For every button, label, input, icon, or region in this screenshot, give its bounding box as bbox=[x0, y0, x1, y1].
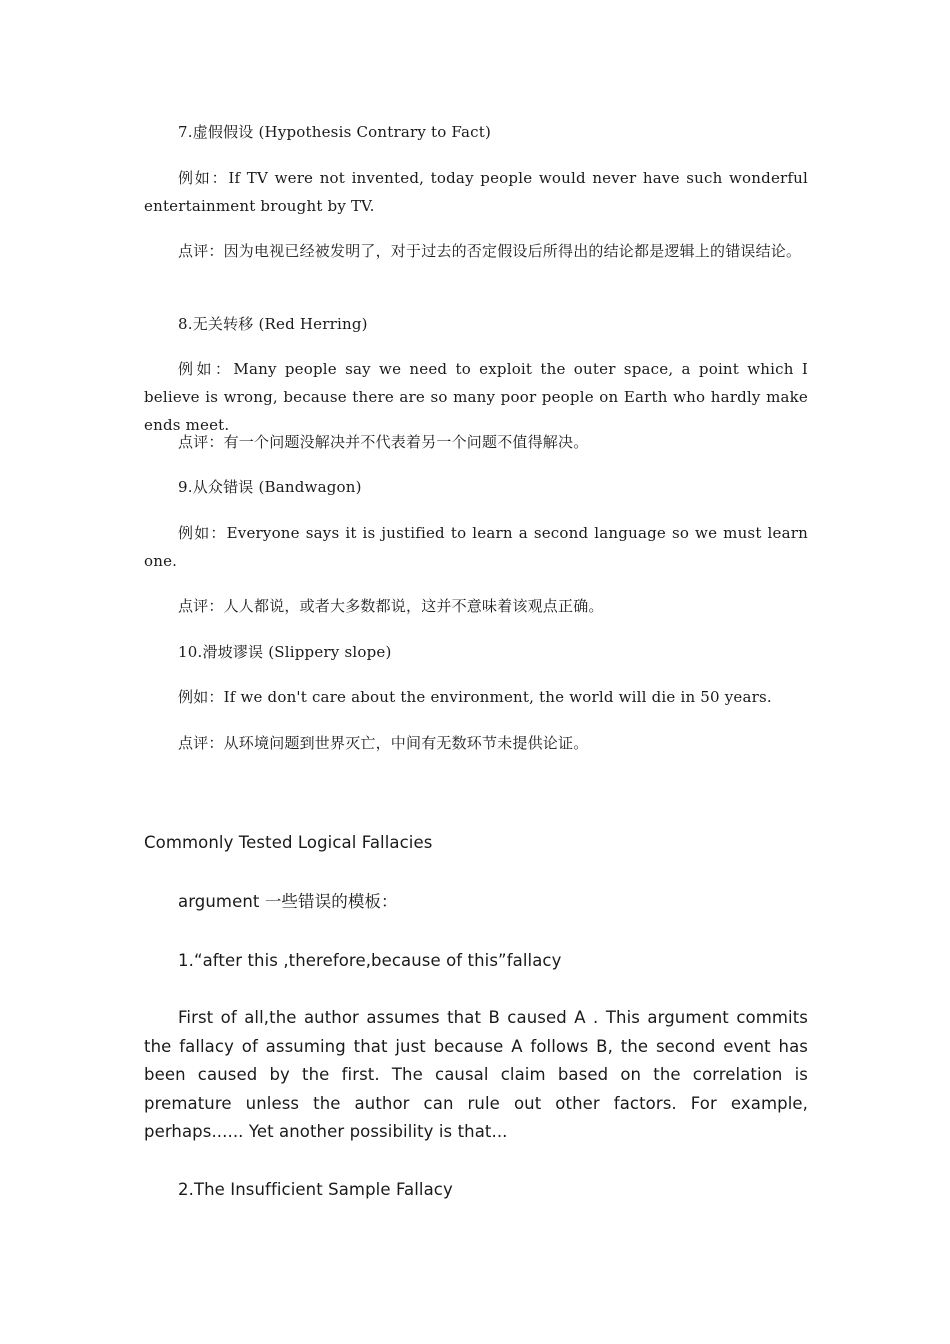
fallacy-8-comment: 点评：有一个问题没解决并不代表着另一个问题不值得解决。 bbox=[178, 433, 589, 451]
fallacy-10-comment: 点评：从环境问题到世界灭亡，中间有无数环节未提供论证。 bbox=[178, 734, 589, 752]
fallacy-10-example: 例如：If we don't care about the environment, the world will die in 50 years. bbox=[178, 688, 772, 706]
fallacy-9-comment: 点评：人人都说，或者大多数都说，这并不意味着该观点正确。 bbox=[178, 597, 604, 615]
fallacy-7-example: 例如：If TV were not invented, today people would never have such wonderful entertainment brought by TV. bbox=[144, 169, 808, 215]
fallacy-10-heading: 10.滑坡谬误 (Slippery slope) bbox=[178, 643, 392, 661]
item-1-heading: 1.“after this ,therefore,because of this”fallacy bbox=[178, 951, 562, 970]
section-title: Commonly Tested Logical Fallacies bbox=[144, 833, 433, 852]
fallacy-7-heading: 7.虚假假设 (Hypothesis Contrary to Fact) bbox=[178, 123, 492, 141]
fallacy-9-heading: 9.从众错误 (Bandwagon) bbox=[178, 478, 362, 496]
fallacy-8-example: 例如：Many people say we need to exploit the outer space, a point which I believe is wrong, because there are so many poor people on Earth who hardly make ends meet. bbox=[144, 360, 808, 434]
section-intro: argument 一些错误的模板： bbox=[178, 892, 398, 911]
item-1-body: First of all,the author assumes that B caused A . This argument commits the fallacy of assuming that just because A follows B, the second event has been caused by the first. The causal claim based on the correlation is premature unless the author can rule out other factors. For example, perhaps...... Yet another possibility is that... bbox=[144, 1008, 808, 1141]
fallacy-7-comment: 点评：因为电视已经被发明了，对于过去的否定假设后所得出的结论都是逻辑上的错误结论。 bbox=[178, 242, 802, 260]
fallacy-9-example: 例如：Everyone says it is justified to learn a second language so we must learn one. bbox=[144, 524, 808, 570]
fallacy-8-heading: 8.无关转移 (Red Herring) bbox=[178, 315, 368, 333]
item-2-heading: 2.The Insufficient Sample Fallacy bbox=[178, 1180, 453, 1199]
